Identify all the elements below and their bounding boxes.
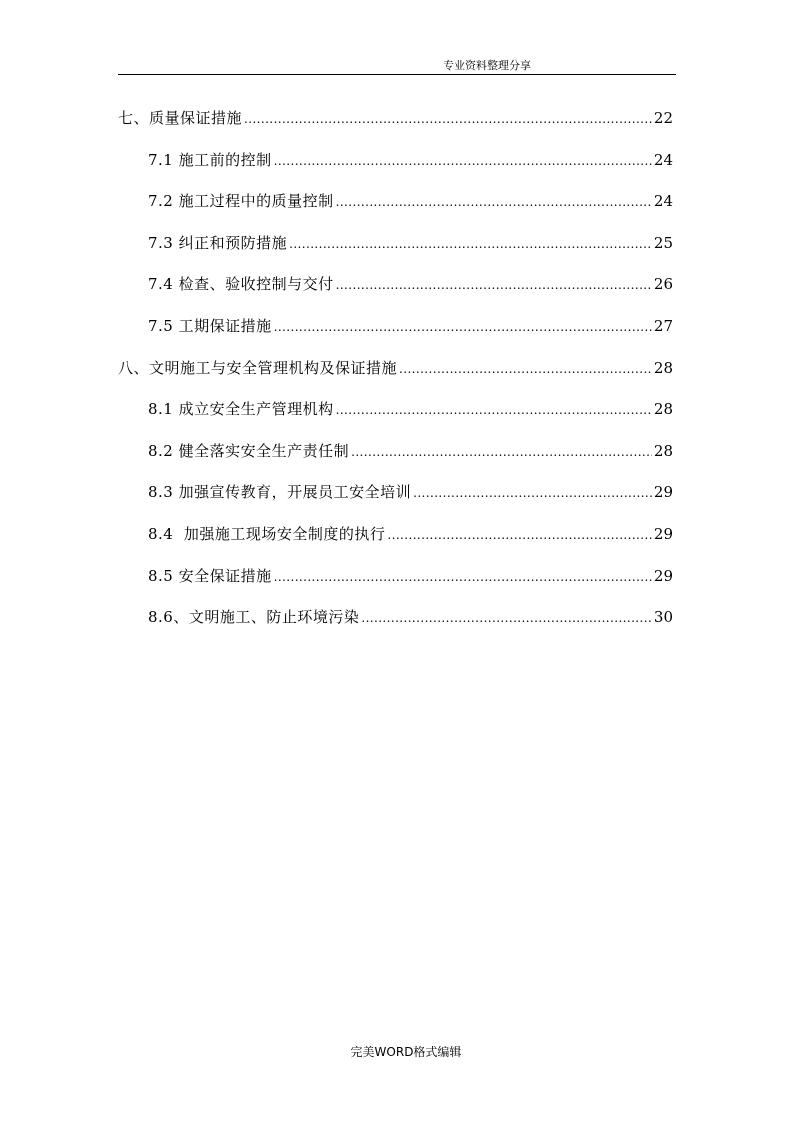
toc-leader-dots [387, 528, 652, 542]
toc-entry[interactable] [118, 481, 673, 523]
toc-leader-dots [413, 486, 652, 500]
toc-entry-label: 8.4 加强施工现场安全制度的执行 [148, 524, 386, 543]
toc-entry-page: 30 [653, 608, 673, 627]
toc-entry-page: 28 [653, 400, 673, 419]
toc-entry-page: 28 [653, 358, 673, 377]
footer-text: 完美WORD格式编辑 [350, 1045, 462, 1059]
toc-entry[interactable] [118, 190, 673, 232]
toc-entry[interactable] [118, 149, 673, 191]
toc-leader-dots [361, 611, 652, 625]
table-of-contents [118, 107, 673, 648]
toc-entry[interactable] [118, 606, 673, 648]
toc-entry-page: 27 [653, 316, 673, 335]
toc-leader-dots [399, 362, 652, 376]
toc-entry-page: 29 [653, 483, 673, 502]
header-text: 专业资料整理分享 [443, 59, 531, 72]
toc-entry-page: 24 [653, 150, 673, 169]
toc-entry-label: 7.3 纠正和预防措施 [148, 233, 288, 252]
toc-leader-dots [336, 195, 652, 209]
toc-entry-label: 8.5 安全保证措施 [148, 566, 272, 585]
page-footer [0, 1043, 794, 1060]
toc-entry-label: 8.2 健全落实安全生产责任制 [148, 441, 350, 460]
toc-leader-dots [336, 403, 652, 417]
toc-entry-label: 8.6、文明施工、防止环境污染 [148, 608, 360, 627]
toc-entry-label: 7.5 工期保证措施 [148, 316, 272, 335]
toc-entry-page: 28 [653, 441, 673, 460]
toc-entry-label: 8.3 加强宣传教育，开展员工安全培训 [148, 483, 412, 502]
page-header [118, 55, 676, 75]
toc-entry-label: 八、文明施工与安全管理机构及保证措施 [118, 358, 398, 377]
toc-leader-dots [274, 154, 652, 168]
toc-entry-page: 22 [653, 109, 673, 127]
toc-entry-label: 七、质量保证措施 [118, 109, 243, 127]
toc-entry[interactable] [118, 440, 673, 482]
toc-leader-dots [274, 320, 652, 334]
toc-entry[interactable] [118, 357, 673, 399]
toc-entry[interactable] [118, 232, 673, 274]
toc-entry-page: 26 [653, 275, 673, 294]
toc-entry-label: 7.1 施工前的控制 [148, 150, 272, 169]
toc-entry-label: 7.4 检查、验收控制与交付 [148, 275, 334, 294]
toc-entry[interactable] [118, 565, 673, 607]
toc-entry[interactable] [118, 107, 673, 149]
toc-leader-dots [351, 445, 652, 459]
toc-entry-page: 29 [653, 566, 673, 585]
toc-entry[interactable] [118, 398, 673, 440]
toc-leader-dots [289, 237, 652, 251]
toc-entry-page: 24 [653, 192, 673, 211]
toc-entry-label: 7.2 施工过程中的质量控制 [148, 192, 334, 211]
toc-entry[interactable] [118, 523, 673, 565]
toc-leader-dots [274, 570, 652, 584]
toc-leader-dots [336, 278, 652, 292]
toc-entry[interactable] [118, 315, 673, 357]
toc-entry-label: 8.1 成立安全生产管理机构 [148, 400, 334, 419]
toc-leader-dots [244, 112, 652, 126]
toc-entry-page: 25 [653, 233, 673, 252]
toc-entry-page: 29 [653, 524, 673, 543]
toc-entry[interactable] [118, 273, 673, 315]
